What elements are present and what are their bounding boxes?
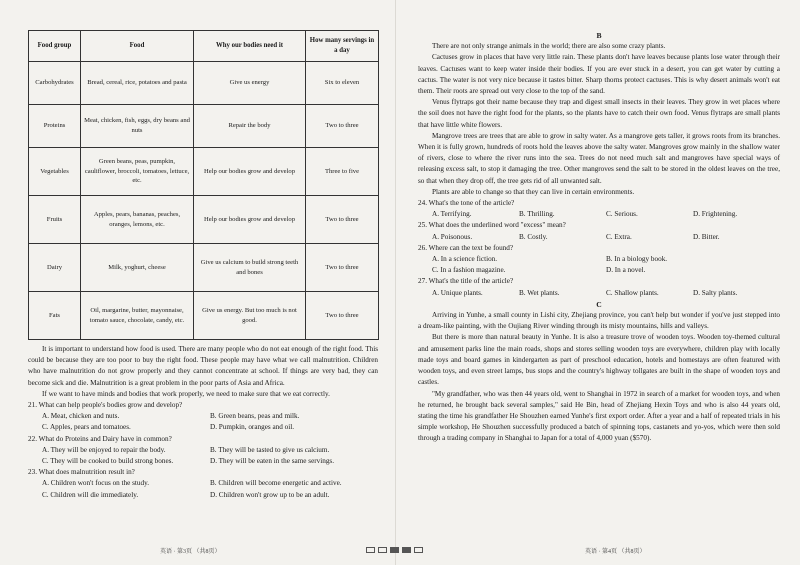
section-label-b: B — [596, 31, 602, 40]
question-options — [418, 232, 780, 243]
passage-paragraph: Arriving in Yunhe, a small county in Lishi city, Zhejiang province, you can't help but wonder if you've just stepped into a dream-like painting, with the Oujiang River winding through its misty mountains, hills and valleys. — [418, 311, 780, 331]
passage-paragraph: If we want to have minds and bodies that work properly, we need to make sure that we eat correctly. — [42, 389, 330, 398]
question-options — [28, 411, 378, 433]
answer-option[interactable]: B. Thrilling. — [519, 210, 555, 219]
question-text: 25. What does the underlined word "excess" mean? — [418, 221, 566, 230]
section-label-c: C — [596, 299, 602, 309]
left-page — [0, 0, 392, 565]
food-group-table — [28, 30, 379, 340]
answer-option[interactable]: C. Extra. — [606, 232, 632, 241]
answer-option[interactable]: D. Pumpkin, oranges and oil. — [210, 423, 295, 432]
answer-option[interactable]: C. Apples, pears and tomatoes. — [42, 423, 131, 432]
question-block — [418, 198, 780, 220]
table-cell: Fats — [29, 292, 81, 340]
left-page-footer: 英语 · 第3页 （共8页） — [160, 549, 221, 555]
table-cell: Two to three — [306, 105, 379, 148]
table-cell: Proteins — [29, 105, 81, 148]
passage-paragraph: Venus flytraps got their name because they trap and digest small insects in their leaves. They grow in wet places where the soil does not have the right food for the plants, so the plants have to catch their own food. Venus flytraps are small plants that have little white flowers. — [418, 98, 780, 129]
answer-option[interactable]: A. Terrifying. — [432, 210, 472, 219]
table-row — [29, 196, 379, 244]
question-text: 22. What do Proteins and Dairy have in common? — [28, 434, 172, 443]
question-block — [418, 220, 780, 242]
table-cell: Repair the body — [194, 105, 306, 148]
table-cell: Dairy — [29, 244, 81, 292]
answer-option[interactable]: C. They will be cooked to build strong bones. — [42, 457, 174, 466]
answer-option[interactable]: A. Poisonous. — [432, 232, 473, 241]
table-row — [29, 292, 379, 340]
answer-option[interactable]: D. Bitter. — [693, 232, 720, 241]
table-cell: Vegetables — [29, 148, 81, 196]
question-block — [28, 400, 378, 434]
table-header: Food group — [29, 31, 81, 62]
question-block — [28, 434, 378, 468]
question-text: 23. What does malnutrition result in? — [28, 468, 135, 477]
answer-option[interactable]: C. In a fashion magazine. — [432, 266, 506, 275]
table-cell: Fruits — [29, 196, 81, 244]
table-cell: Bread, cereal, rice, potatoes and pasta — [81, 62, 194, 105]
table-cell: Six to eleven — [306, 62, 379, 105]
question-options — [418, 209, 780, 220]
question-options — [28, 478, 378, 500]
passage-paragraph: It is important to understand how food is used. There are many people who do not eat enough of the right food. This could be because they are too poor to buy the right food. These people may have what we call malnutrition. Children who have malnutrition do not grow properly and they cannot concentrate at school. If things are very bad, they can become sick and die. Malnutrition is a great problem in the poor parts of Asia and Africa. — [28, 345, 378, 387]
table-header: Food — [81, 31, 194, 62]
table-header: Why our bodies need it — [194, 31, 306, 62]
question-text: 21. What can help people's bodies grow and develop? — [28, 401, 183, 410]
table-cell: Carbohydrates — [29, 62, 81, 105]
table-cell: Two to three — [306, 244, 379, 292]
answer-option[interactable]: A. They will be enjoyed to repair the body. — [42, 445, 166, 454]
answer-option[interactable]: D. Salty plants. — [693, 288, 738, 297]
table-cell: Three to five — [306, 148, 379, 196]
right-page — [400, 0, 800, 565]
table-cell: Meat, chicken, fish, eggs, dry beans and nuts — [81, 105, 194, 148]
answer-option[interactable]: C. Children will die immediately. — [42, 490, 139, 499]
answer-option[interactable]: B. They will be tasted to give us calcium. — [210, 445, 330, 454]
question-options — [418, 254, 780, 276]
answer-option[interactable]: B. In a biology book. — [606, 255, 668, 264]
table-cell: Two to three — [306, 292, 379, 340]
passage-paragraph: There are not only strange animals in the world; there are also some crazy plants. — [432, 42, 666, 51]
answer-option[interactable]: C. Serious. — [606, 210, 638, 219]
question-block — [28, 467, 378, 501]
answer-option[interactable]: B. Costly. — [519, 232, 548, 241]
table-row — [29, 62, 379, 105]
table-cell: Give us calcium to build strong teeth and bones — [194, 244, 306, 292]
answer-option[interactable]: D. Frightening. — [693, 210, 738, 219]
table-row — [29, 105, 379, 148]
table-cell: Give us energy. But too much is not good. — [194, 292, 306, 340]
page-marker — [366, 547, 375, 553]
question-text: 27. What's the title of the article? — [418, 277, 514, 286]
passage-paragraph: Plants are able to change so that they can live in certain environments. — [432, 187, 635, 196]
table-cell: Help our bodies grow and develop — [194, 148, 306, 196]
passage-paragraph: "My grandfather, who was then 44 years old, went to Shanghai in 1972 in search of a market for wooden toys, and when he returned, he brought back several samples," said He Bin, head of Zhejiang Hexin Toys and who is also 44 years old, stating the time his grandfather He Shouzhen earned Yunhe's first export order. After a year and a half of repeated trials in his simple workshop, He Shouzhen successfully produced a batch of spinning tops, castanets and yo-yos, which were then sold through a trading company in Shanghai to Japan for a total of 4,000 yuan ($570). — [418, 389, 780, 443]
page-gutter — [395, 0, 396, 565]
passage-paragraph: But there is more than natural beauty in Yunhe. It is also a treasure trove of wooden toys. Wooden toy-themed cultural and amusement parks line the main roads, shops and stores selling wooden toys are everywhere, children play with locally made toys and board games in kindergarten as part of preschool education, hotels and homestays are often featured with wooden toys, and even street lamps, bus stops and the country's highway tollgates are built in the shape of wooden toys and castles. — [418, 333, 780, 387]
question-options — [418, 288, 780, 299]
question-block — [418, 276, 780, 298]
answer-option[interactable]: D. They will be eaten in the same servings. — [210, 457, 335, 466]
table-cell: Apples, pears, bananas, peaches, oranges, lemons, etc. — [81, 196, 194, 244]
answer-option[interactable]: B. Green beans, peas and milk. — [210, 412, 300, 421]
answer-option[interactable]: A. In a science fiction. — [432, 255, 498, 264]
table-header-row — [29, 31, 379, 62]
question-text: 24. What's the tone of the article? — [418, 199, 515, 208]
answer-option[interactable]: A. Unique plants. — [432, 288, 483, 297]
answer-option[interactable]: B. Wet plants. — [519, 288, 560, 297]
table-header: How many servings in a day — [306, 31, 379, 62]
page-marker — [390, 547, 399, 553]
passage-paragraph: Cactuses grow in places that have very little rain. These plants don't have leaves because plants lose water through their leaves. Cactuses want to keep water inside their bodies. If you are ever stuck in a desert, you can get water by cutting a cactus. The water is not very nice because it tastes bitter. Sharp thorns protect cactuses. This is why desert animals won't eat them. Their roots are spread out very close to the top of the sand. — [418, 53, 780, 96]
answer-option[interactable]: D. Children won't grow up to be an adult. — [210, 490, 330, 499]
table-row — [29, 148, 379, 196]
page-marker — [378, 547, 387, 553]
answer-option[interactable]: A. Meat, chicken and nuts. — [42, 412, 120, 421]
answer-option[interactable]: D. In a novel. — [606, 266, 646, 275]
table-cell: Two to three — [306, 196, 379, 244]
table-cell: Help our bodies grow and develop — [194, 196, 306, 244]
question-block — [418, 243, 780, 277]
answer-option[interactable]: B. Children will become energetic and active. — [210, 479, 342, 488]
table-cell: Give us energy — [194, 62, 306, 105]
answer-option[interactable]: C. Shallow plants. — [606, 288, 659, 297]
right-page-footer: 英语 · 第4页 （共8页） — [585, 549, 646, 555]
table-cell: Oil, margarine, butter, mayonnaise, tomato sauce, chocolate, candy, etc. — [81, 292, 194, 340]
table-cell: Green beans, peas, pumpkin, cauliflower, broccoli, tomatoes, lettuce, etc. — [81, 148, 194, 196]
passage-paragraph: Mangrove trees are trees that are able to grow in salty water. As a mangrove gets taller, it grows roots from its branches. When it is fully grown, hundreds of roots hold the leaves above the salty water. Mangroves grow mainly in the shallow water of rivers, close to where the river runs into the sea. Trees do not need much salt and mangroves have special ways of releasing excess salt, to stop it damaging the tree. Other mangroves send the salt to be stored in the oldest leaves on the tree, so that when they drop off, the tree gets rid of all unwanted salt. — [418, 131, 780, 185]
table-cell: Milk, yoghurt, cheese — [81, 244, 194, 292]
question-text: 26. Where can the text be found? — [418, 243, 514, 252]
answer-option[interactable]: A. Children won't focus on the study. — [42, 479, 150, 488]
question-options — [28, 445, 378, 467]
table-row — [29, 244, 379, 292]
